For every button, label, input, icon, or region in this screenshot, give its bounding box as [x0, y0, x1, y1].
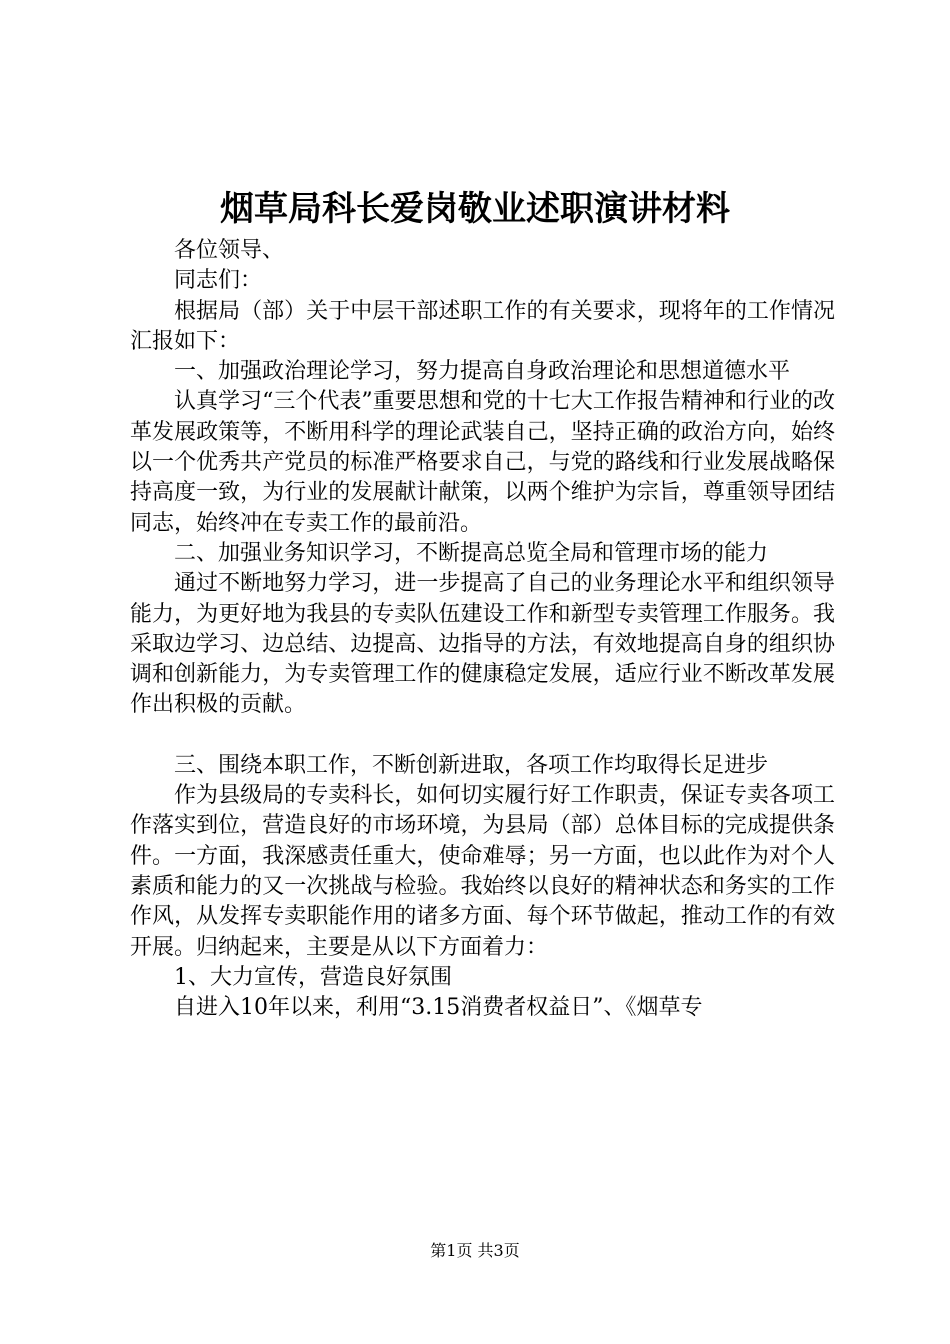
subsection-heading-1: 1、大力宣传，营造良好氛围 — [174, 964, 452, 990]
salutation-comrades: 同志们： — [174, 268, 263, 294]
salutation-leaders: 各位领导、 — [174, 238, 285, 263]
section-heading-3: 三、围绕本职工作，不断创新进取，各项工作均取得长足进步 — [174, 752, 769, 778]
page-footer: 第1页 共3页 — [430, 1241, 520, 1260]
document-body — [130, 236, 835, 1023]
section-body-2: 通过不断地努力学习，进一步提高了自己的业务理论水平和组织领导能力，为更好地为我县的专卖队伍建设工作和新型专卖管理工作服务。我采取边学习、边总结、边提高、边指导的方法，有效地提高自身的组织协调和创新能力，为专卖管理工作的健康稳定发展，适应行业不断改革发展作出积极的贡献。 — [130, 571, 835, 718]
section-body-1: 认真学习“三个代表”重要思想和党的十七大工作报告精神和行业的改革发展政策等，不断用科学的理论武装自己，坚持正确的政治方向，始终以一个优秀共产党员的标准严格要求自己，与党的路线和行业发展战略保持高度一致，为行业的发展献计献策，以两个维护为宗旨，尊重领导团结同志，始终冲在专卖工作的最前沿。 — [130, 389, 835, 536]
section-heading-2: 二、加强业务知识学习，不断提高总览全局和管理市场的能力 — [174, 540, 769, 566]
document-title: 烟草局科长爱岗敬业述职演讲材料 — [220, 189, 730, 229]
section-body-3: 作为县级局的专卖科长，如何切实履行好工作职责，保证专卖各项工作落实到位，营造良好的市场环境，为县局（部）总体目标的完成提供条件。一方面，我深感责任重大，使命难辱；另一方面，也以此作为对个人素质和能力的又一次挑战与检验。我始终以良好的精神状态和务实的工作作风，从发挥专卖职能作用的诸多方面、每个环节做起，推动工作的有效开展。归纳起来，主要是从以下方面着力： — [130, 783, 835, 960]
intro-paragraph: 根据局（部）关于中层干部述职工作的有关要求，现将年的工作情况汇报如下： — [130, 298, 835, 354]
subsection-body-1: 自进入10年以来，利用“3.15消费者权益日”、《烟草专 — [174, 995, 703, 1021]
section-heading-1: 一、加强政治理论学习，努力提高自身政治理论和思想道德水平 — [174, 359, 791, 385]
